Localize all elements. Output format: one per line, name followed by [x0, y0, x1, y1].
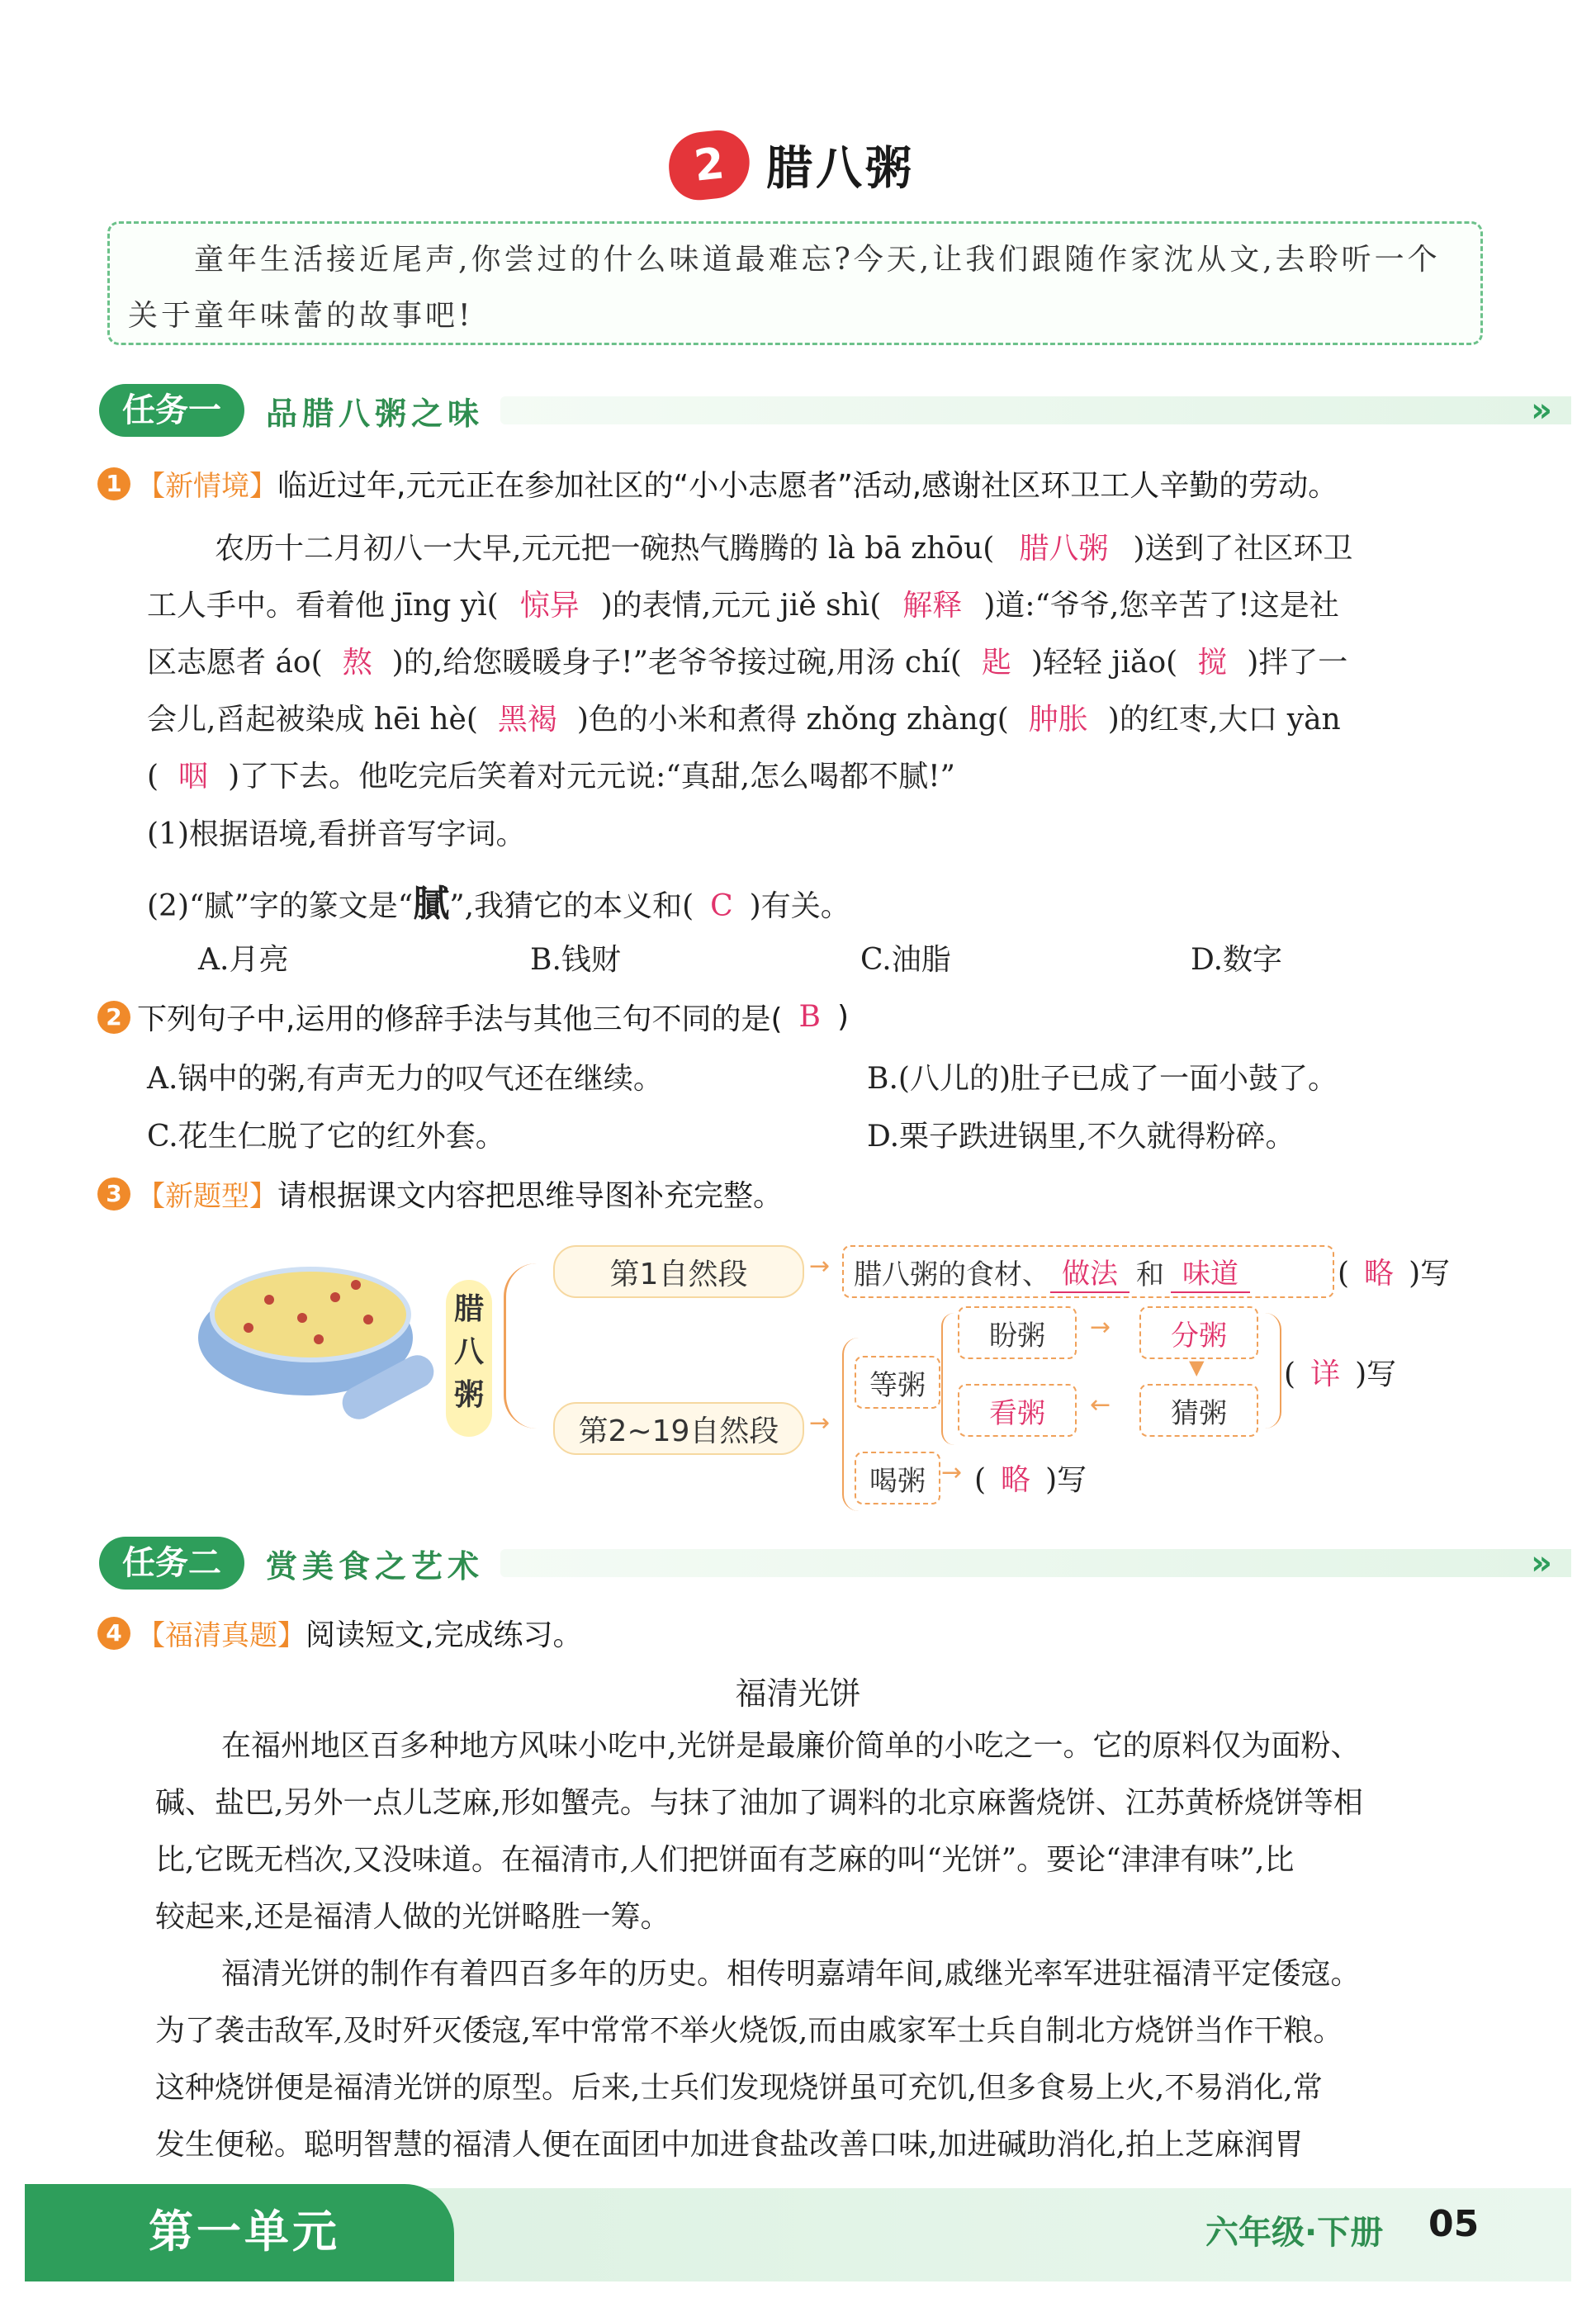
intro-box — [107, 221, 1483, 345]
node-fen-answer: 分粥 — [1139, 1306, 1258, 1359]
article-line: 福清光饼的制作有着四百多年的历史。相传明嘉靖年间,戚继光率军进驻福清平定倭寇。 — [221, 1957, 1361, 1991]
answer-xiang: 详 — [1310, 1357, 1341, 1391]
task-one-rule — [500, 396, 1571, 424]
passage-line: 区志愿者 áo( 熬 )的,给您暖暖身子!”老爷爷接过碗,用汤 chí( 匙 )轻轻 jiǎo( 搅 )拌了一 — [147, 646, 1348, 680]
question-1-option-b: B.钱财 — [530, 943, 621, 977]
question-1-passage — [147, 520, 1501, 805]
task-one-banner — [99, 381, 1571, 439]
task-one-subtitle: 品腊八粥之味 — [266, 395, 485, 432]
bean-dot — [264, 1295, 274, 1305]
article-line: 发生便秘。聪明智慧的福清人便在面团中加进食盐改善口味,加进碱助消化,拍上芝麻润胃 — [155, 2128, 1304, 2162]
node-drink: 喝粥 — [855, 1452, 940, 1504]
article-body — [155, 1718, 1509, 2173]
question-2-option-d: D.栗子跌进锅里,不久就得粉碎。 — [867, 1120, 1295, 1154]
question-1-sub2: (2)“腻”字的篆文是“膩”,我猜它的本义和( C )有关。 — [147, 883, 850, 925]
seal-script-glyph: 膩 — [413, 883, 450, 925]
question-1-heading — [97, 462, 1338, 505]
answer-jiao: 搅 — [1197, 646, 1228, 680]
node-cai: 猜粥 — [1139, 1384, 1258, 1437]
question-1-option-d: D.数字 — [1191, 943, 1283, 977]
task-two-rule — [500, 1549, 1571, 1577]
wait-brace — [941, 1313, 956, 1445]
answer-zuofa: 做法 — [1050, 1251, 1130, 1293]
task-two-banner — [99, 1534, 1571, 1592]
task-one-label: 任务一 — [99, 384, 244, 437]
question-1-text: 临近过年,元元正在参加社区的“小小志愿者”活动,感谢社区环卫工人辛勤的劳动。 — [277, 469, 1338, 503]
answer-jieshi: 解释 — [902, 589, 963, 623]
node-kan-answer: 看粥 — [958, 1384, 1077, 1437]
question-1-option-c: C.油脂 — [860, 943, 951, 977]
double-chevron-icon: » — [1531, 1544, 1552, 1582]
passage-line: 工人手中。看着他 jīng yì( 惊异 )的表情,元元 jiě shì( 解释 )道:“爷爷,您辛苦了!这是社 — [147, 589, 1339, 623]
task-two-label: 任务二 — [99, 1537, 244, 1590]
question-2-text: 下列句子中,运用的修辞手法与其他三句不同的是( — [137, 1002, 783, 1036]
task-two-subtitle: 赏美食之艺术 — [266, 1547, 485, 1585]
answer-weidao: 味道 — [1171, 1251, 1250, 1293]
node-detail-write: ( 详 )写 — [1284, 1357, 1397, 1391]
question-1-number: 1 — [97, 467, 130, 500]
answer-jingyi: 惊异 — [519, 589, 580, 623]
answer-zhongzhang: 肿胀 — [1028, 703, 1088, 737]
arrow-right-icon: → — [809, 1252, 831, 1281]
bean-dot — [351, 1280, 361, 1290]
lesson-title-text: 腊八粥 — [766, 142, 915, 196]
mind-map-brace — [504, 1263, 556, 1429]
footer-page-number: 05 — [1428, 2203, 1480, 2245]
answer-yan: 咽 — [178, 760, 209, 794]
intro-text: 童年生活接近尾声,你尝过的什么味道最难忘?今天,让我们跟随作家沈从文,去聆听一个关于童年味蕾的故事吧! — [128, 243, 1441, 333]
question-3-number: 3 — [97, 1177, 130, 1211]
mind-map-center: 腊八粥 — [446, 1280, 492, 1437]
question-1-option-a: A.月亮 — [198, 943, 289, 977]
bean-dot — [297, 1313, 307, 1323]
passage-line: 农历十二月初八一大早,元元把一碗热气腾腾的 là bā zhōu( 腊八粥 )送到了社区环卫 — [215, 532, 1353, 566]
arrow-right-icon: → — [1090, 1313, 1111, 1342]
node-para2: 第2~19自然段 — [553, 1402, 804, 1455]
question-4-heading — [97, 1612, 582, 1654]
bean-dot — [244, 1323, 253, 1333]
question-2-number: 2 — [97, 1001, 130, 1034]
question-1-tag: 【新情境】 — [137, 470, 277, 503]
node-pan: 盼粥 — [958, 1306, 1077, 1359]
answer-lue-2: 略 — [1001, 1463, 1031, 1497]
footer-unit-label: 第一单元 — [149, 2206, 340, 2258]
bean-dot — [363, 1315, 373, 1324]
question-4-tag: 【福清真题】 — [137, 1619, 305, 1652]
node-wait: 等粥 — [855, 1356, 940, 1409]
article-line: 为了袭击敌军,及时歼灭倭寇,军中常常不举火烧饭,而由戚家军士兵自制北方烧饼当作干粮。 — [155, 2014, 1343, 2048]
question-4-text: 阅读短文,完成练习。 — [305, 1618, 583, 1652]
article-title: 福清光饼 — [735, 1675, 861, 1712]
question-2-heading: 2 下列句子中,运用的修辞手法与其他三句不同的是( B ) — [97, 996, 849, 1038]
node-para1-content: 腊八粥的食材、 做法 和 味道 — [842, 1245, 1334, 1298]
answer-lue-1: 略 — [1364, 1257, 1395, 1291]
question-3-text: 请根据课文内容把思维导图补充完整。 — [277, 1179, 784, 1213]
question-1-sub2-answer: C — [710, 889, 733, 923]
question-2-option-c: C.花生仁脱了它的红外套。 — [147, 1120, 505, 1154]
article-line: 较起来,还是福清人做的光饼略胜一筹。 — [155, 1900, 670, 1934]
lesson-number-badge: 2 — [665, 127, 753, 203]
bean-dot — [330, 1292, 340, 1302]
node-para1-write: ( 略 )写 — [1338, 1257, 1451, 1291]
arrow-right-icon: → — [809, 1409, 831, 1438]
arrow-down-icon: ▼ — [1189, 1356, 1205, 1379]
question-3-tag: 【新题型】 — [137, 1180, 277, 1213]
question-3-heading — [97, 1173, 783, 1215]
passage-line: 会儿,舀起被染成 hēi hè( 黑褐 )色的小米和煮得 zhǒng zhàng( 肿胀 )的红枣,大口 yàn — [147, 703, 1341, 737]
lesson-title — [669, 124, 915, 206]
question-2-option-b: B.(八儿的)肚子已成了一面小鼓了。 — [867, 1062, 1338, 1096]
page — [25, 17, 1571, 2281]
question-1-sub1: (1)根据语境,看拼音写字词。 — [147, 817, 526, 851]
arrow-left-icon: ← — [1090, 1391, 1111, 1419]
detail-brace — [1263, 1313, 1281, 1429]
answer-ao: 熬 — [342, 646, 372, 680]
footer-grade-label: 六年级·下册 — [1205, 2214, 1384, 2252]
porridge-surface — [210, 1267, 411, 1362]
question-2-answer: B — [798, 1000, 821, 1034]
answer-heihe: 黑褐 — [497, 703, 557, 737]
article-line: 碱、盐巴,另外一点儿芝麻,形如蟹壳。与抹了油加了调料的北京麻酱烧饼、江苏黄桥烧饼等相 — [155, 1786, 1363, 1820]
question-2-option-a: A.锅中的粥,有声无力的叹气还在继续。 — [147, 1062, 663, 1096]
answer-labazhou: 腊八粥 — [1019, 532, 1109, 566]
article-line: 比,它既无档次,又没味道。在福清市,人们把饼面有芝麻的叫“光饼”。要论“津津有味”,比 — [155, 1843, 1295, 1877]
article-line: 在福州地区百多种地方风味小吃中,光饼是最廉价简单的小吃之一。它的原料仅为面粉、 — [221, 1729, 1361, 1763]
passage-line: ( 咽 )了下去。他吃完后笑着对元元说:“真甜,怎么喝都不腻!” — [147, 760, 955, 794]
arrow-right-icon: → — [941, 1458, 963, 1487]
answer-chi: 匙 — [981, 646, 1011, 680]
article-line: 这种烧饼便是福清光饼的原型。后来,士兵们发现烧饼虽可充饥,但多食易上火,不易消化,常 — [155, 2071, 1323, 2105]
node-para1: 第1自然段 — [553, 1245, 804, 1298]
double-chevron-icon: » — [1531, 391, 1552, 429]
node-drink-write: ( 略 )写 — [974, 1463, 1087, 1497]
question-4-number: 4 — [97, 1617, 130, 1650]
bean-dot — [314, 1334, 324, 1344]
